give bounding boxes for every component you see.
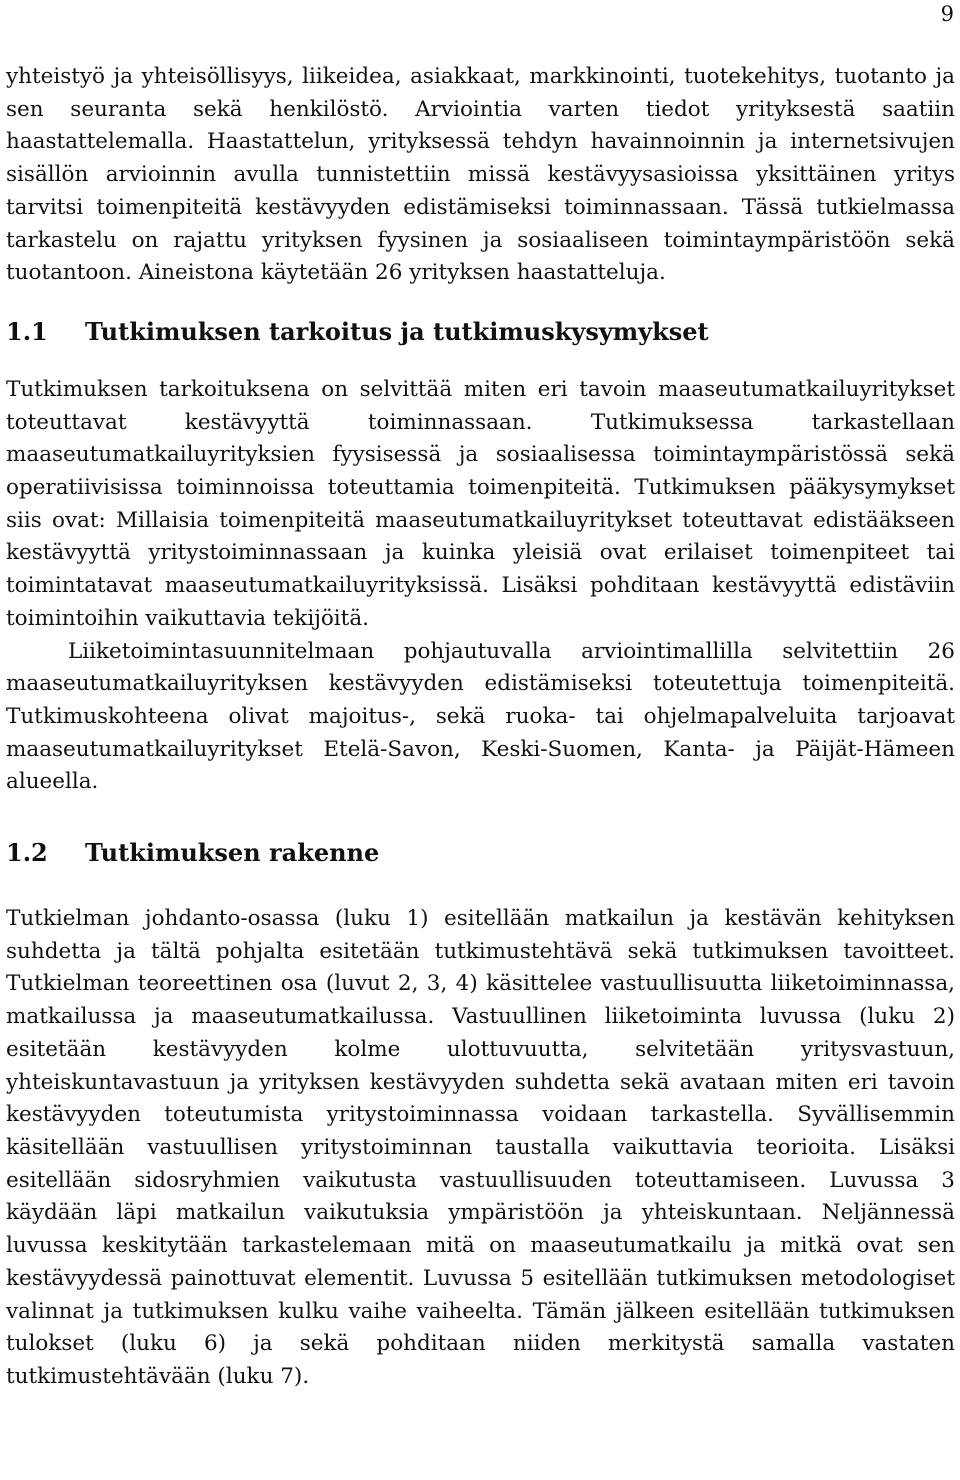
section-number: 1.2: [6, 838, 48, 868]
section-title: Tutkimuksen rakenne: [85, 838, 380, 868]
section-1-1-paragraph-2: Liiketoimintasuunnitelmaan pohjautuvalla arviointimallilla selvitettiin 26 maaseutumatkailuyrityksen kestävyyden edistämiseksi toteutettuja toimenpiteitä. Tutkimuskohteena olivat majoitus-, sekä ruoka- tai ohjelmapalveluita tarjoavat maaseutumatkailuyritykset Etelä-Savon, Keski-Suomen, Kanta- ja Päijät-Hämeen alueella.: [6, 638, 955, 795]
intro-paragraph: yhteistyö ja yhteisöllisyys, liikeidea, asiakkaat, markkinointi, tuotekehitys, tuotanto ja sen seuranta sekä henkilöstö. Arviointia varten tiedot yrityksestä saatiin haastattelemalla. Haastattelun, yrityksessä tehdyn havainnoinnin ja internetsivujen sisällön arvioinnin avulla tunnistettiin missä kestävyysasioissa yksittäinen yritys tarvitsi toimenpiteitä kestävyyden edistämiseksi toiminnassaan. Tässä tutkielmassa tarkastelu on rajattu yrityksen fyysinen ja sosiaaliseen toimintaympäristöön sekä tuotantoon. Aineistona käytetään 26 yrityksen haastatteluja.: [6, 64, 955, 286]
section-title: Tutkimuksen tarkoitus ja tutkimuskysymykset: [85, 316, 709, 346]
section-number: 1.1: [6, 316, 48, 346]
page-number: 9: [940, 2, 954, 26]
section-heading-1-2: [6, 837, 955, 869]
document-body: [6, 61, 955, 1394]
section-1-1-paragraph-1: Tutkimuksen tarkoituksena on selvittää miten eri tavoin maaseutumatkailuyritykset toteuttavat kestävyyttä toiminnassaan. Tutkimuksessa tarkastellaan maaseutumatkailuyrityksien fyysisessä ja sosiaalisessa toimintaympäristössä sekä operatiivisissa toiminnoissa toteuttamia toimenpiteitä. Tutkimuksen pääkysymykset siis ovat: Millaisia toimenpiteitä maaseutumatkailuyritykset toteuttavat edistääkseen kestävyyttä yritystoiminnassaan ja kuinka yleisiä ovat erilaiset toimenpiteet tai toimintatavat maaseutumatkailuyrityksissä. Lisäksi pohditaan kestävyyttä edistäviin toimintoihin vaikuttavia tekijöitä.: [6, 376, 955, 631]
section-heading-1-1: [6, 316, 955, 348]
section-1-2-paragraph-1: Tutkielman johdanto-osassa (luku 1) esitellään matkailun ja kestävän kehityksen suhdetta ja tältä pohjalta esitetään tutkimustehtävä sekä tutkimuksen tavoitteet. Tutkielman teoreettinen osa (luvut 2, 3, 4) käsittelee vastuullisuutta liiketoiminnassa, matkailussa ja maaseutumatkailussa. Vastuullinen liiketoiminta luvussa (luku 2) esitetään kestävyyden kolme ulottuvuutta, selvitetään yritysvastuun, yhteiskuntavastuun ja yrityksen kestävyyden suhdetta sekä avataan miten eri tavoin kestävyyden toteutumista yritystoiminnassa voidaan tarkastella. Syvällisemmin käsitellään vastuullisen yritystoiminnan taustalla vaikuttavia teorioita. Lisäksi esitellään sidosryhmien vaikutusta vastuullisuuden toteuttamiseen. Luvussa 3 käydään läpi matkailun vaikutuksia ympäristöön ja yhteiskuntaan. Neljännessä luvussa keskitytään tarkastelemaan mitä on maaseutumatkailu ja mitkä ovat sen kestävyydessä painottuvat elementit. Luvussa 5 esitellään tutkimuksen metodologiset valinnat ja tutkimuksen kulku vaihe vaiheelta. Tämän jälkeen esitellään tutkimuksen tulokset (luku 6) ja sekä pohditaan niiden merkitystä samalla vastaten tutkimustehtävään (luku 7).: [6, 906, 955, 1389]
